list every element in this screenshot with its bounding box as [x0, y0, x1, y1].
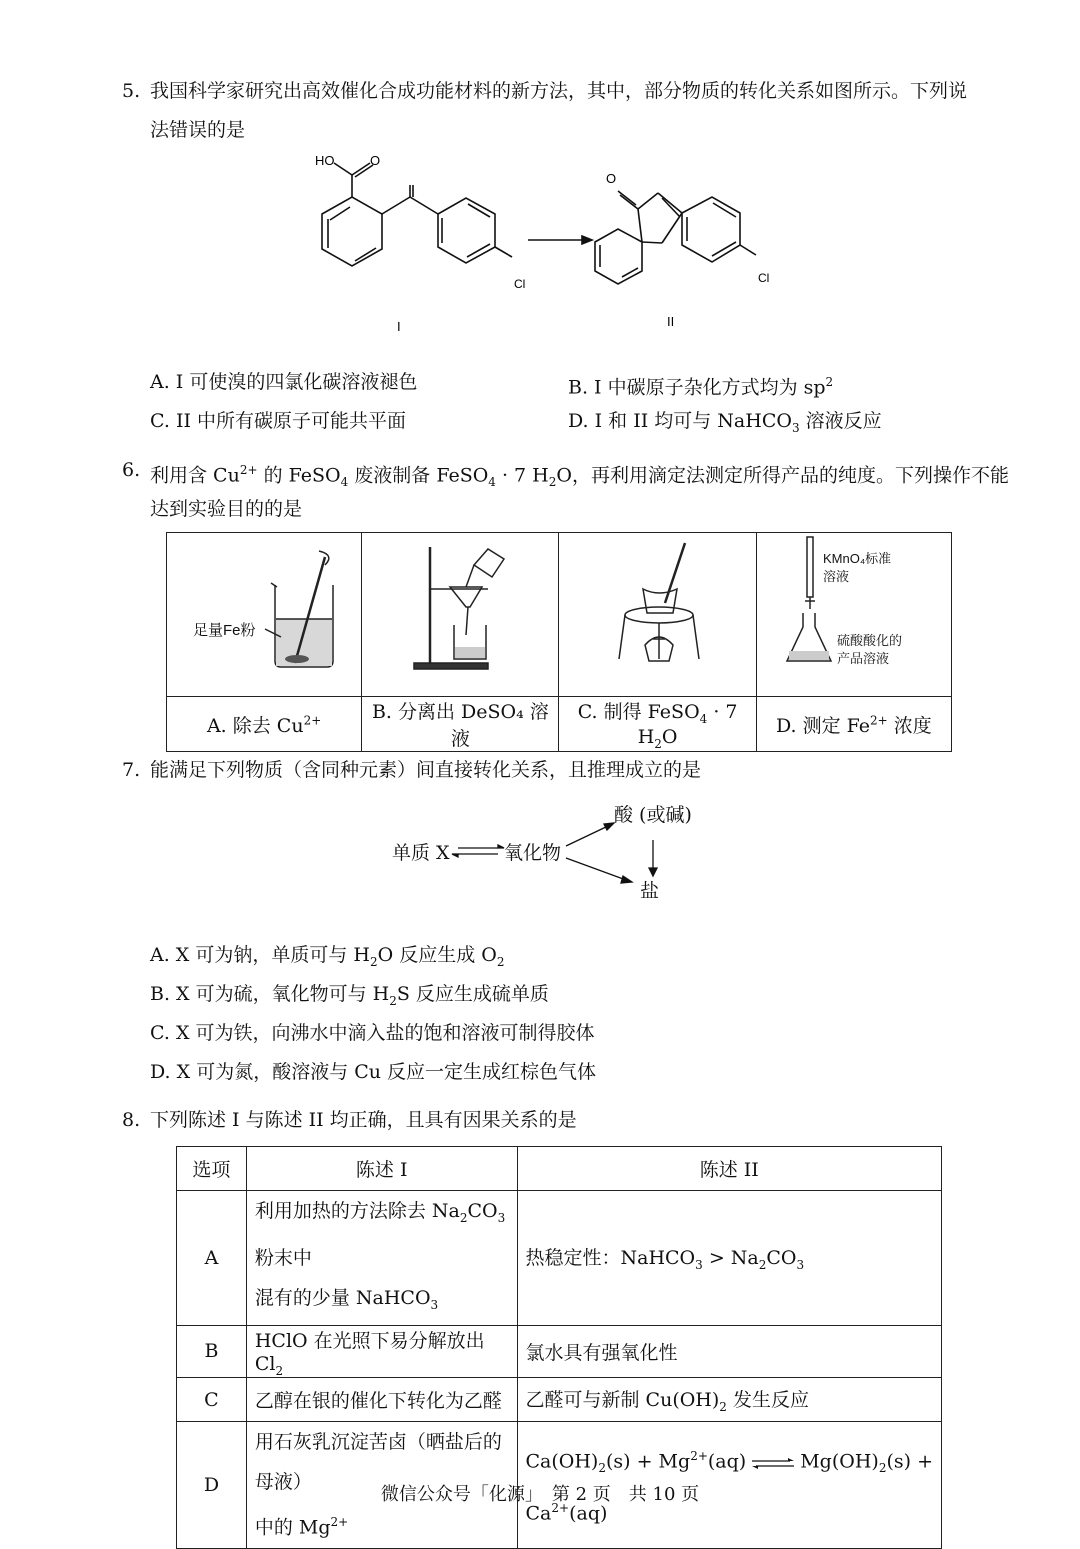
- q8-stem: 下列陈述 I 与陈述 II 均正确，且具有因果关系的是: [150, 1109, 577, 1131]
- solution-label: 溶液: [822, 569, 849, 584]
- q7-option-b: B. X 可为硫，氧化物可与 $H_2S$ 反应生成硫单质: [150, 983, 549, 1008]
- q6-image-c: [559, 533, 756, 697]
- atom-Cl-label-II: Cl: [758, 271, 770, 285]
- atom-HO-label: HO: [315, 153, 335, 168]
- compound-I-benzene: [322, 197, 382, 266]
- table-row: [177, 1191, 942, 1326]
- q5-option-a: A. I 可使溴的四氯化碳溶液褪色: [150, 371, 418, 393]
- q6-stem-line1: 利用含 $Cu^{2+}$ 的 FeSO$_4$ 废液制备 FeSO$_4$ · 7 $H_2O$，再利用滴定法测定所得产品的纯度。下列操作不能: [150, 463, 1009, 490]
- fe-powder-label: 足量Fe粉: [193, 622, 256, 639]
- row-b-statement-i: HClO 在光照下易分解放出 $Cl_2$: [246, 1325, 517, 1378]
- row-b-key: B: [177, 1325, 247, 1378]
- product-solution-label: 产品溶液: [836, 651, 889, 666]
- row-c-statement-i: 乙醇在银的催化下转化为乙醛: [246, 1378, 517, 1422]
- q8-number: 8.: [122, 1109, 141, 1131]
- q5-reaction-figure: [300, 145, 820, 345]
- compound-label-I: I: [397, 319, 401, 334]
- q6-image-a: [167, 533, 362, 697]
- acidified-label: 硫酸酸化的: [836, 633, 902, 648]
- beaker-with-stirring-rod-illustration: [167, 533, 361, 691]
- row-a-key: A: [177, 1191, 247, 1326]
- q7-transformation-arrows: [448, 818, 668, 898]
- q6-image-b: [362, 533, 559, 697]
- row-d-key: D: [177, 1422, 247, 1548]
- atom-Cl-label-I: Cl: [514, 277, 526, 291]
- q5-stem-line2: 法错误的是: [150, 119, 246, 141]
- filtration-apparatus-illustration: [362, 533, 558, 691]
- row-c-statement-ii: 乙醛可与新制 $Cu(OH)_2$ 发生反应: [517, 1378, 942, 1422]
- equilibrium-arrow-icon: [750, 1456, 796, 1470]
- q6-caption-d: D. 测定 $Fe^{2+}$ 浓度: [756, 697, 951, 752]
- titration-apparatus-illustration: [757, 533, 951, 691]
- atom-O-label-II: O: [606, 171, 617, 186]
- row-c-key: C: [177, 1378, 247, 1422]
- page-footer: 微信公众号「化源」 第 2 页 共 10 页: [380, 1484, 700, 1505]
- header-statement-ii: 陈述 II: [517, 1147, 942, 1191]
- table-row: [177, 1325, 942, 1378]
- row-d-statement-ii: $Ca(OH)_2(s) + Mg^{2+}(aq) Mg(OH)_2(s)$ + $Ca^{2+}(aq)$: [517, 1422, 942, 1548]
- q6-stem-line2: 达到实验目的的是: [150, 498, 303, 520]
- compound-label-II: II: [667, 314, 675, 329]
- row-b-statement-ii: 氯水具有强氧化性: [517, 1325, 942, 1378]
- atom-O-label-I: O: [370, 153, 381, 168]
- q6-image-d: [756, 533, 951, 697]
- q6-number: 6.: [122, 459, 141, 481]
- evaporation-apparatus-illustration: [559, 533, 755, 691]
- header-option: 选项: [177, 1147, 247, 1191]
- q7-stem: 能满足下列物质（含同种元素）间直接转化关系，且推理成立的是: [150, 759, 702, 781]
- q5-number: 5.: [122, 80, 141, 102]
- q5-option-b: B. I 中碳原子杂化方式均为 $sp^2$: [568, 375, 834, 399]
- diagram-oxide: 氧化物: [504, 842, 562, 864]
- q6-caption-b: B. 分离出 DeSO₄ 溶液: [362, 697, 559, 752]
- q7-number: 7.: [122, 759, 141, 781]
- q7-option-c: C. X 可为铁，向沸水中滴入盐的饱和溶液可制得胶体: [150, 1022, 595, 1044]
- q7-option-d: D. X 可为氮，酸溶液与 Cu 反应一定生成红棕色气体: [150, 1061, 597, 1083]
- q5-option-d: D. I 和 II 均可与 NaHCO$_3$ 溶液反应: [568, 410, 882, 435]
- kmno4-label: KMnO₄标准: [822, 551, 891, 566]
- q6-apparatus-table: [166, 532, 952, 752]
- q6-caption-c: C. 制得 FeSO$_4$ · 7 $H_2O$: [559, 697, 756, 752]
- row-a-statement-i: 利用加热的方法除去 $Na_2CO_3$ 粉末中 混有的少量 NaHCO$_3$: [246, 1191, 517, 1326]
- row-d-statement-i: 用石灰乳沉淀苦卤（晒盐后的母液） 中的 $Mg^{2+}$: [246, 1422, 517, 1548]
- q7-option-a: A. X 可为钠，单质可与 $H_2O$ 反应生成 $O_2$: [150, 944, 505, 969]
- q5-stem-line1: 我国科学家研究出高效催化合成功能材料的新方法，其中，部分物质的转化关系如图所示。下列说: [150, 80, 968, 102]
- row-a-statement-ii: 热稳定性：NaHCO$_3$ > $Na_2CO_3$: [517, 1191, 942, 1326]
- q6-caption-a: A. 除去 $Cu^{2+}$: [167, 697, 362, 752]
- diagram-element-x: 单质 X: [392, 842, 450, 864]
- table-row: [177, 1378, 942, 1422]
- diagram-salt: 盐: [640, 880, 660, 902]
- q5-option-c: C. II 中所有碳原子可能共平面: [150, 410, 406, 432]
- header-statement-i: 陈述 I: [246, 1147, 517, 1191]
- diagram-acid-or-base: 酸 (或碱): [614, 804, 692, 826]
